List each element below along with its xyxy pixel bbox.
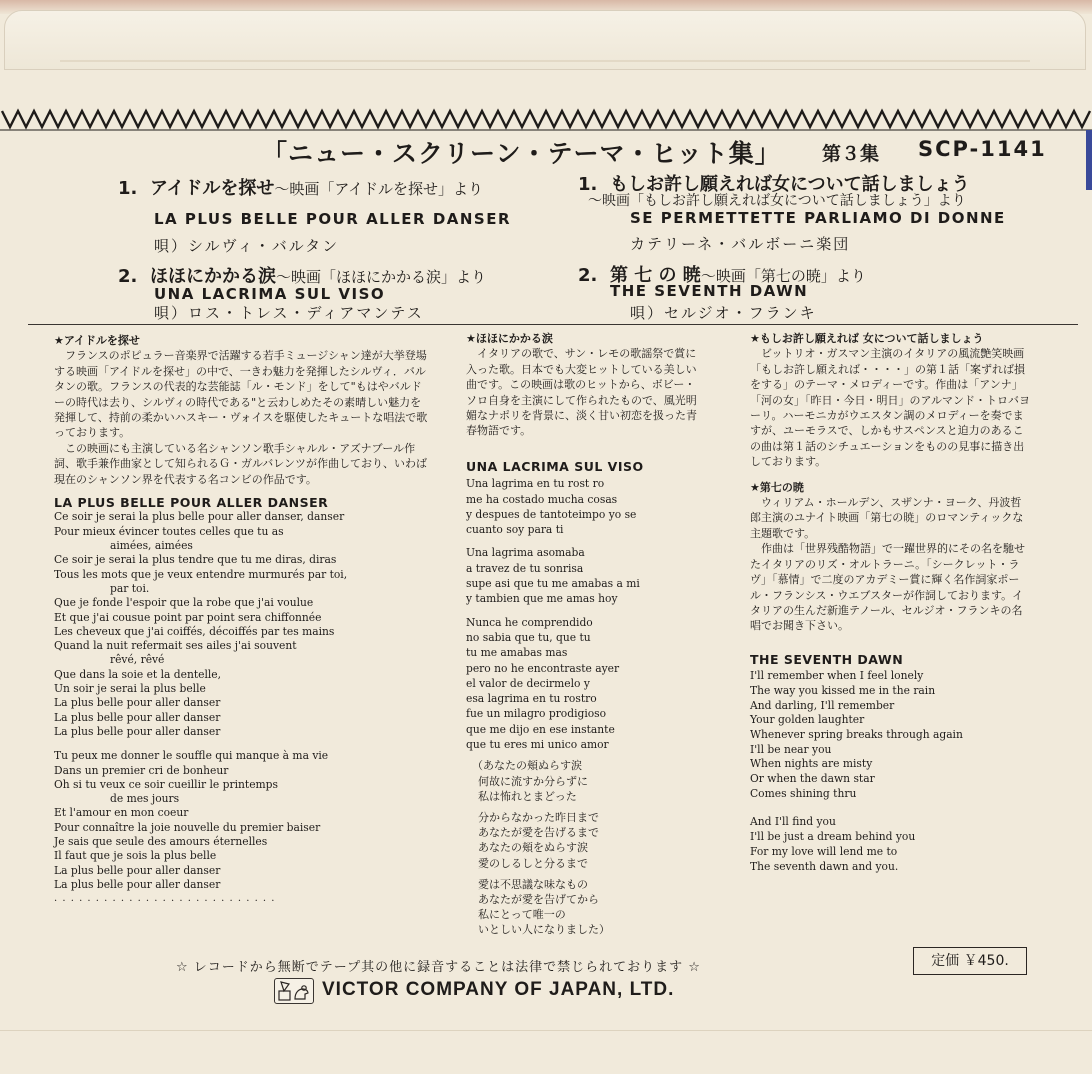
notes-right-paragraph-1: ビットリオ・ガスマン主演のイタリアの風流艶笑映画「もしお許し願えれば・・・・」の第１話「案ずれば損をする」のテーマ・メロディーです。作曲は「アンナ」「河の女」「昨日・今日・明日」のアルマンド・トロバヨーリ。ハーモニカがウエスタン調のメロディーを奏でますが、ユーモラスで、しかもサスペンスと迫力のあるこの曲は第１話のシチュエーションをものの見事に描き出しております。 (750, 347, 1031, 469)
lyric-line: Pour mieux évincer toutes celles que tu as (54, 524, 284, 538)
lyric-line: a travez de tu sonrisa (466, 561, 584, 575)
notes-middle-column (466, 331, 698, 938)
translation-line: 愛は不思議な味なもの (478, 877, 588, 891)
lyric-line: no sabia que tu, que tu (466, 630, 591, 644)
track-a1-title-line (118, 174, 483, 200)
track-a1-original: LA PLUS BELLE POUR ALLER DANSER (154, 210, 512, 228)
track-b1-title: もしお許し願えれば女について話しましょう (610, 174, 970, 195)
lyric-line: me ha costado mucha cosas (466, 492, 618, 506)
lyric-line: tu me amabas mas (466, 646, 568, 660)
lyric-line: Un soir je serai la plus belle (54, 682, 206, 696)
lyric-line: For my love will lend me to (750, 844, 898, 858)
zigzag-border (0, 108, 1092, 132)
translation-line: 分からなかった昨日まで (478, 810, 599, 824)
track-b1-number: 1. (578, 174, 598, 195)
notes-middle-heading: ★ほほにかかる涙 (466, 332, 553, 345)
lyric-line: el valor de decirmelo y (466, 676, 590, 690)
translation-line: 何故に流すか分らずに (478, 774, 588, 788)
track-b2-original: THE SEVENTH DAWN (610, 282, 809, 300)
lyric-line: supe asi que tu me amabas a mi (466, 577, 640, 591)
track-b1-original: SE PERMETTETTE PARLIAMO DI DONNE (630, 209, 1006, 227)
edge-mark (1086, 130, 1092, 190)
divider-line (28, 324, 1078, 325)
lyric-line: Oh si tu veux ce soir cueillir le printemps (54, 777, 278, 791)
lyric-line: Dans un premier cri de bonheur (54, 763, 229, 777)
lyric-line: When nights are misty (750, 757, 873, 771)
lyric-line: And darling, I'll remember (750, 698, 895, 712)
lyrics-middle-title: UNA LACRIMA SUL VISO (466, 458, 644, 474)
lyric-line: Je sais que seule des amours éternelles (54, 835, 268, 848)
lyric-line: Ce soir je serai la plus tendre que tu me diras, diras (54, 553, 337, 567)
lyric-line: y tambien que me amas hoy (466, 592, 618, 606)
lyrics-right-title: THE SEVENTH DAWN (750, 651, 904, 667)
lyric-line: de mes jours (110, 792, 180, 806)
lyric-line: Ce soir je serai la plus belle pour aller danser, danser (54, 510, 345, 524)
lyric-line: que me dijo en ese instante (466, 722, 615, 736)
lyric-line: par toi. (110, 581, 150, 595)
translation-line: （あなたの頬ぬらす涙 (472, 759, 582, 773)
notes-right-column (750, 331, 1032, 874)
track-b2-source: ～映画「第七の暁」より (700, 267, 866, 285)
lyric-line: I'll be near you (750, 742, 832, 756)
company-name: VICTOR COMPANY OF JAPAN, LTD. (322, 979, 675, 1000)
track-b2-title: 第 七 の 暁 (610, 265, 701, 286)
translation-line: あなたの頬をぬらす涙 (478, 841, 588, 855)
lyric-line: Et l'amour en mon coeur (54, 806, 189, 820)
track-b1-source: ～映画「もしお許し願えれば女について話しましょう」より (588, 193, 966, 209)
lyric-line: I'll remember when I feel lonely (750, 669, 924, 683)
lyric-line: Or when the dawn star (750, 772, 875, 786)
lyric-line: Comes shining thru (750, 786, 857, 800)
copyright-notice: ☆ レコードから無断でテープ其の他に録音することは法律で禁じられております ☆ (176, 960, 701, 975)
lyric-line: fue un milagro prodigioso (466, 707, 607, 721)
lyric-line: Que je fonde l'espoir que la robe que j'ai voulue (54, 596, 314, 610)
lyric-line: Una lagrima en tu rost ro (466, 477, 605, 491)
lyric-line: pero no he encontraste ayer (466, 661, 620, 675)
lyric-line: Your golden laughter (750, 713, 865, 727)
notes-right-heading: ★もしお許し願えれば 女について話しましょう (750, 332, 984, 345)
track-b2-number: 2. (578, 265, 598, 286)
track-a1-performer: 唄）シルヴィ・バルタン (154, 237, 340, 255)
lyric-line: Il faut que je sois la plus belle (54, 849, 217, 863)
price-box: 定価 ￥450. (913, 947, 1027, 975)
lyrics-left-block (54, 510, 432, 906)
lyric-line: Tous les mots que je veux entendre murmurés par toi, (54, 567, 348, 581)
lyric-line: La plus belle pour aller danser (54, 696, 221, 710)
lyrics-right-block (750, 669, 1032, 874)
lyric-line: Quand la nuit refermait ses ailes j'ai souvent (54, 639, 297, 653)
track-a2-source: ～映画「ほほにかかる涙」より (276, 268, 487, 286)
track-b2-performer: 唄）セルジオ・フランキ (630, 304, 817, 322)
lyric-line: Whenever spring breaks through again (750, 727, 963, 741)
lyric-line: I'll be just a dream behind you (750, 830, 916, 844)
track-a1-source: ～映画「アイドルを探せ」より (274, 180, 484, 198)
lyric-line: aimées, aimées (110, 539, 193, 553)
lyric-line: y despues de tantoteimpo yo se (466, 507, 637, 521)
lyric-line: Pour connaître la joie nouvelle du premier baiser (54, 820, 321, 834)
track-a2-title: ほほにかかる涙 (150, 266, 276, 287)
notes-left-column (54, 333, 432, 906)
lyric-line: Que dans la soie et la dentelle, (54, 667, 222, 681)
dotted-rule: . . . . . . . . . . . . . . . . . . . . . . . . . . . (54, 893, 276, 905)
lyric-line: Nunca he comprendido (466, 615, 593, 629)
lyrics-middle-block (466, 476, 698, 752)
notes-left-heading: ★アイドルを探せ (54, 334, 140, 347)
track-a2-performer: 唄）ロス・トレス・ディアマンテス (154, 304, 424, 322)
translation-line: 私にとって唯一の (478, 908, 566, 922)
notes-right-paragraph-3: 作曲は「世界残酷物語」で一躍世界的にその名を馳せたイタリアのリズ・オルトラーニ。「シークレット・ラヴ」「慕情」で二度のアカデミー賞に輝く名作詞家ポール・フランシス・ウエブスターが作詞しております。イタリアの生んだ新進テノール、セルジオ・フランキの名唱でお聞き下さい。 (750, 542, 1025, 633)
notes-right-heading-2: ★第七の暁 (750, 480, 804, 494)
translation-line: 愛のしるしと分るまで (478, 856, 588, 870)
lyric-line: La plus belle pour aller danser (54, 724, 221, 738)
translation-line: いとしい人になりました） (478, 923, 610, 937)
album-title: 「ニュー・スクリーン・テーマ・ヒット集」 (262, 139, 781, 168)
catalog-number: SCP-1141 (918, 137, 1047, 161)
japanese-translation (466, 758, 698, 937)
lyric-line: esa lagrima en tu rostro (466, 692, 597, 706)
lyric-line: And I'll find you (750, 815, 836, 829)
lyric-line: Les cheveux que j'ai coiffés, décoiffés par tes mains (54, 624, 335, 638)
track-a2-number: 2. (118, 266, 138, 287)
lyric-line: Una lagrima asomaba (466, 546, 585, 560)
album-volume: 第３集 (822, 143, 880, 165)
notes-middle-paragraph: イタリアの歌で、サン・レモの歌謡祭で賞に入った歌。日本でも大変ヒットしている美しい曲です。この映画は歌のヒットから、ボビー・ソロ自身を主演にして作られたもので、風光明媚なナポリを背景に、淡く甘い初恋を扱った青春物語です。 (466, 347, 697, 438)
flap-crease (60, 60, 1030, 62)
lyric-line: La plus belle pour aller danser (54, 710, 221, 724)
lyric-line: cuanto soy para ti (466, 523, 564, 537)
lyric-line: Et que j'ai cousue point par point sera chiffonnée (54, 610, 322, 624)
lyric-line: que tu eres mi unico amor (466, 738, 609, 751)
track-a2-original: UNA LACRIMA SUL VISO (154, 285, 386, 303)
lyrics-left-title: LA PLUS BELLE POUR ALLER DANSER (54, 495, 329, 511)
translation-line: あなたが愛を告げるまで (478, 826, 599, 840)
track-a1-number: 1. (118, 178, 138, 199)
translation-line: あなたが愛を告げてから (478, 892, 599, 906)
lyric-line: The way you kissed me in the rain (750, 683, 936, 697)
notes-left-paragraph-2: この映画にも主演している名シャンソン歌手シャルル・アズナブール作詞、歌手兼作曲家として知られるＧ・ガルバレンツが作曲しており、いわば現在のシャンソン界を代表する名コンビの作品です。 (54, 441, 427, 486)
victor-dog-logo-icon (274, 978, 314, 1004)
lyric-line: Tu peux me donner le souffle qui manque à ma vie (54, 749, 329, 763)
track-a1-title: アイドルを探せ (150, 178, 275, 199)
bottom-crease (0, 1030, 1092, 1031)
lyric-line: La plus belle pour aller danser (54, 877, 221, 891)
track-b1-performer: カテリーネ・バルボーニ楽団 (630, 235, 851, 253)
lyric-line: La plus belle pour aller danser (54, 863, 221, 877)
notes-left-paragraph-1: フランスのポピュラー音楽界で活躍する若手ミュージシャン達が大挙登場する映画「アイドルを探せ」の中で、一きわ魅力を発揮したシルヴィ．バルタンの歌。フランスの代表的な芸能誌「ル・モンド」をして"もはやバルドーの時代は去り、シルヴィの時代である"と云わしめたその素晴しい魅力を発揮して、持前の柔かいハスキー・ヴォイスを駆使したキュートな唱法で歌っております。 (54, 349, 428, 440)
notes-right-paragraph-2: ウィリアム・ホールデン、スザンナ・ヨーク、丹波哲郎主演のユナイト映画「第七の暁」のロマンティックな主題歌です。 (750, 496, 1024, 540)
lyric-line: The seventh dawn and you. (750, 859, 899, 873)
translation-line: 私は怖れとまどった (478, 789, 577, 803)
lyric-line: rêvé, rêvé (110, 653, 165, 667)
